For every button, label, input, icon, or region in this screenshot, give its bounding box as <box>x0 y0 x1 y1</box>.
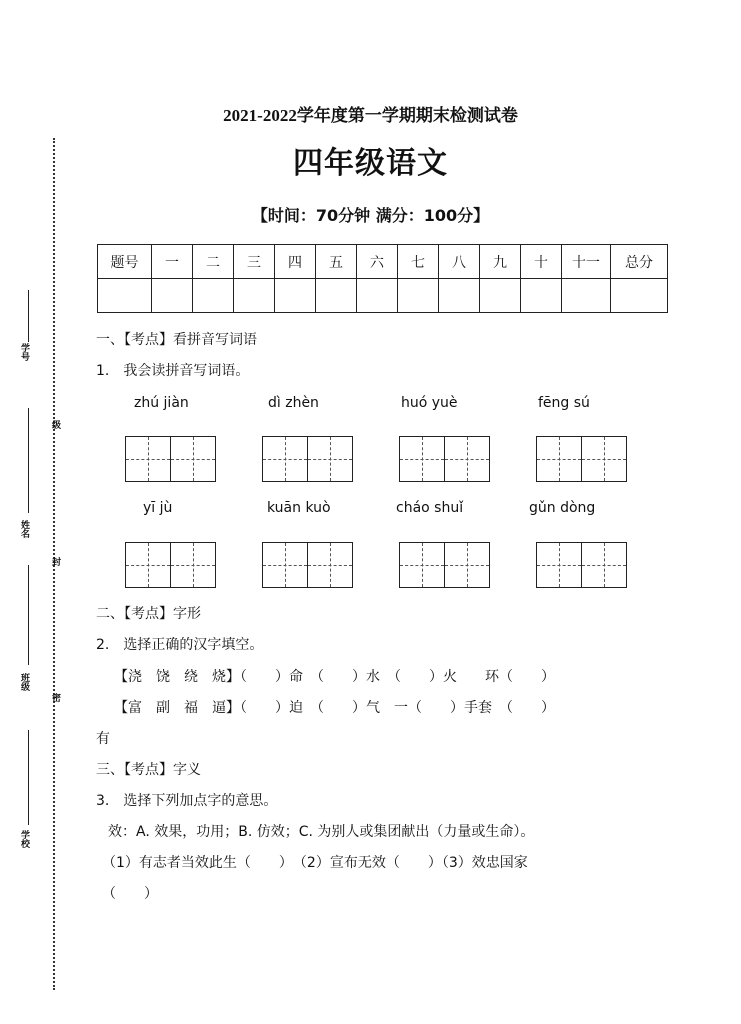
score-entry-cell[interactable] <box>357 279 398 313</box>
score-header-cell: 总分 <box>611 245 668 279</box>
score-entry-cell[interactable] <box>193 279 234 313</box>
score-entry-cell[interactable] <box>316 279 357 313</box>
question-2-text: 2. 选择正确的汉字填空。 <box>96 637 264 653</box>
score-header-cell: 六 <box>357 245 398 279</box>
writing-grid[interactable] <box>399 436 490 482</box>
score-header-cell: 二 <box>193 245 234 279</box>
writing-grid[interactable] <box>262 436 353 482</box>
score-entry-cell[interactable] <box>152 279 193 313</box>
writing-grid[interactable] <box>399 542 490 588</box>
score-entry-cell[interactable] <box>234 279 275 313</box>
score-header-cell: 三 <box>234 245 275 279</box>
school-line <box>28 730 29 825</box>
score-header-cell: 一 <box>152 245 193 279</box>
score-header-cell: 七 <box>398 245 439 279</box>
score-table <box>97 244 668 313</box>
score-entry-cell[interactable] <box>439 279 480 313</box>
score-header-cell: 十一 <box>562 245 611 279</box>
student-id-line <box>28 290 29 342</box>
score-entry-cell[interactable] <box>98 279 152 313</box>
exam-main-title: 四年级语文 <box>293 146 448 181</box>
writing-grid[interactable] <box>536 542 627 588</box>
binding-char-feng: 封 <box>50 557 60 566</box>
exam-time-score: 【时间：70分钟 满分：100分】 <box>251 206 490 225</box>
score-header-cell: 题号 <box>98 245 152 279</box>
score-entry-cell[interactable] <box>480 279 521 313</box>
score-table-entry-row <box>98 279 668 313</box>
question-3-items: （1）有志者当效此生（ ） （2）宣布无效（ ）（3）效忠国家 <box>102 855 528 871</box>
question-2-line-1: 【浇 饶 绕 烧】（ ）命 （ ）水 （ ）火 环（ ） <box>114 669 555 685</box>
section-2-title: 二、【考点】字形 <box>96 606 201 622</box>
writing-grid[interactable] <box>125 436 216 482</box>
question-2-line-2: 【富 副 福 逼】（ ）迫 （ ）气 一（ ）手套 （ ） <box>114 700 555 716</box>
question-2-line-3: 有 <box>96 731 110 747</box>
class-line <box>28 565 29 665</box>
pinyin-label: dì zhèn <box>268 395 319 411</box>
class-label: 班级 <box>19 673 29 691</box>
question-3-items-tail: （ ） <box>102 886 158 902</box>
question-1-text: 1. 我会读拼音写词语。 <box>96 363 250 379</box>
pinyin-label: fēng sú <box>538 395 590 411</box>
pinyin-label: yī jù <box>143 500 173 516</box>
writing-grid[interactable] <box>125 542 216 588</box>
section-1-title: 一、【考点】看拼音写词语 <box>96 332 257 348</box>
score-entry-cell[interactable] <box>398 279 439 313</box>
name-line <box>28 408 29 513</box>
score-header-cell: 八 <box>439 245 480 279</box>
score-entry-cell[interactable] <box>562 279 611 313</box>
score-header-cell: 九 <box>480 245 521 279</box>
score-entry-cell[interactable] <box>611 279 668 313</box>
pinyin-label: gǔn dòng <box>529 500 596 516</box>
student-id-label: 学号 <box>19 343 29 361</box>
question-3-options: 效：A. 效果，功用；B. 仿效；C. 为别人或集团献出（力量或生命）。 <box>108 824 535 840</box>
score-entry-cell[interactable] <box>275 279 316 313</box>
pinyin-label: huó yuè <box>401 395 458 411</box>
score-header-cell: 四 <box>275 245 316 279</box>
name-label: 姓名 <box>19 520 29 538</box>
score-header-cell: 五 <box>316 245 357 279</box>
question-3-text: 3. 选择下列加点字的意思。 <box>96 793 278 809</box>
school-label: 学校 <box>19 830 29 848</box>
section-3-title: 三、【考点】字义 <box>96 762 201 778</box>
writing-grid[interactable] <box>262 542 353 588</box>
writing-grid[interactable] <box>536 436 627 482</box>
binding-char-ji: 级 <box>50 420 60 429</box>
score-header-cell: 十 <box>521 245 562 279</box>
pinyin-label: zhú jiàn <box>134 395 189 411</box>
exam-year-title: 2021-2022学年度第一学期期末检测试卷 <box>223 106 518 125</box>
score-table-header-row <box>98 245 668 279</box>
binding-char-mi: 密 <box>50 693 60 702</box>
score-entry-cell[interactable] <box>521 279 562 313</box>
pinyin-label: kuān kuò <box>267 500 331 516</box>
pinyin-label: cháo shuǐ <box>396 500 464 516</box>
